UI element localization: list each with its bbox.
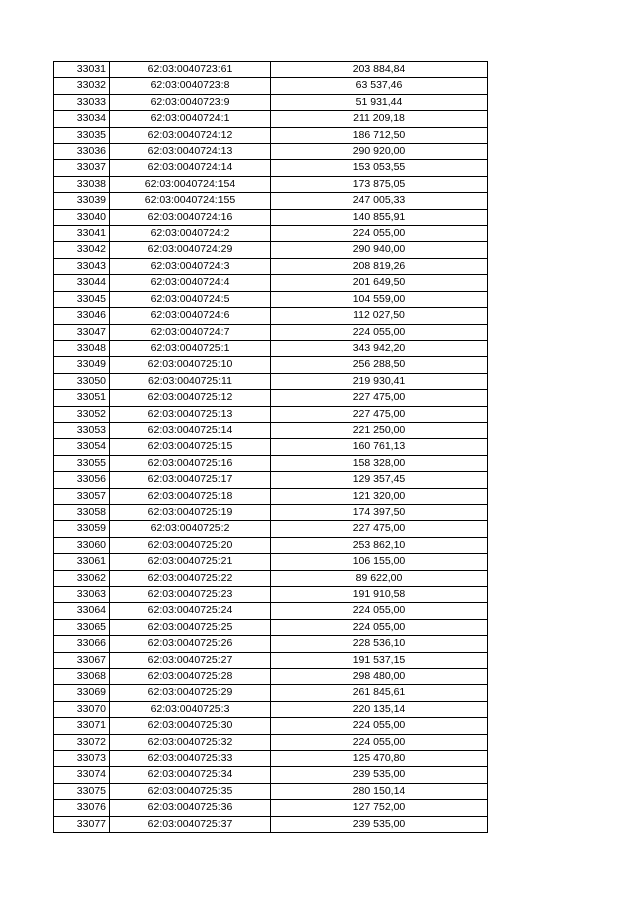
table-row [54,652,488,668]
cadastral-number-cell: 62:03:0040725:12 [110,390,271,406]
cadastral-number-cell: 62:03:0040723:8 [110,78,271,94]
table-row [54,587,488,603]
table-row [54,242,488,258]
cadastral-number-cell: 62:03:0040725:29 [110,685,271,701]
cadastral-number-cell: 62:03:0040724:14 [110,160,271,176]
cadastral-number-cell: 62:03:0040724:13 [110,144,271,160]
table-row [54,160,488,176]
cadastral-value-cell: 51 931,44 [271,94,488,110]
cadastral-number-cell: 62:03:0040724:6 [110,308,271,324]
cadastral-number-cell: 62:03:0040725:2 [110,521,271,537]
cadastral-value-cell: 104 559,00 [271,291,488,307]
table-row [54,176,488,192]
cadastral-number-cell: 62:03:0040725:37 [110,816,271,832]
table-row [54,570,488,586]
cadastral-value-cell: 186 712,50 [271,127,488,143]
row-number-cell: 33061 [54,554,110,570]
cadastral-value-cell: 280 150,14 [271,783,488,799]
table-row [54,603,488,619]
row-number-cell: 33062 [54,570,110,586]
cadastral-value-cell: 203 884,84 [271,62,488,78]
cadastral-value-cell: 140 855,91 [271,209,488,225]
table-row [54,209,488,225]
cadastral-value-cell: 228 536,10 [271,636,488,652]
row-number-cell: 33039 [54,193,110,209]
cadastral-number-cell: 62:03:0040724:5 [110,291,271,307]
table-row [54,669,488,685]
row-number-cell: 33075 [54,783,110,799]
cadastral-number-cell: 62:03:0040724:16 [110,209,271,225]
cadastral-value-cell: 290 920,00 [271,144,488,160]
cadastral-value-cell: 239 535,00 [271,767,488,783]
table-row [54,751,488,767]
table-row [54,783,488,799]
table-row [54,701,488,717]
cadastral-value-cell: 221 250,00 [271,422,488,438]
row-number-cell: 33065 [54,619,110,635]
cadastral-value-cell: 343 942,20 [271,340,488,356]
row-number-cell: 33051 [54,390,110,406]
cadastral-number-cell: 62:03:0040724:154 [110,176,271,192]
cadastral-value-cell: 129 357,45 [271,472,488,488]
cadastral-value-cell: 89 622,00 [271,570,488,586]
cadastral-value-cell: 191 537,15 [271,652,488,668]
cadastral-number-cell: 62:03:0040725:1 [110,340,271,356]
table-row [54,144,488,160]
cadastral-number-cell: 62:03:0040725:26 [110,636,271,652]
row-number-cell: 33076 [54,800,110,816]
table-row [54,291,488,307]
cadastral-number-cell: 62:03:0040724:29 [110,242,271,258]
cadastral-value-cell: 208 819,26 [271,258,488,274]
cadastral-number-cell: 62:03:0040725:11 [110,373,271,389]
table-row [54,357,488,373]
cadastral-number-cell: 62:03:0040725:15 [110,439,271,455]
row-number-cell: 33035 [54,127,110,143]
cadastral-number-cell: 62:03:0040725:25 [110,619,271,635]
table-row [54,258,488,274]
table-row [54,472,488,488]
cadastral-number-cell: 62:03:0040725:14 [110,422,271,438]
row-number-cell: 33066 [54,636,110,652]
table-row [54,422,488,438]
cadastral-value-cell: 239 535,00 [271,816,488,832]
row-number-cell: 33034 [54,111,110,127]
cadastral-number-cell: 62:03:0040725:27 [110,652,271,668]
cadastral-value-cell: 224 055,00 [271,619,488,635]
cadastral-number-cell: 62:03:0040725:23 [110,587,271,603]
cadastral-value-cell: 224 055,00 [271,603,488,619]
cadastral-number-cell: 62:03:0040725:21 [110,554,271,570]
cadastral-value-table [53,61,488,833]
row-number-cell: 33050 [54,373,110,389]
cadastral-value-cell: 224 055,00 [271,734,488,750]
cadastral-number-cell: 62:03:0040723:61 [110,62,271,78]
table-row [54,127,488,143]
cadastral-number-cell: 62:03:0040725:33 [110,751,271,767]
table-row [54,504,488,520]
row-number-cell: 33033 [54,94,110,110]
table-row [54,308,488,324]
cadastral-number-cell: 62:03:0040725:16 [110,455,271,471]
table-row [54,800,488,816]
table-row [54,373,488,389]
cadastral-value-cell: 173 875,05 [271,176,488,192]
cadastral-value-cell: 224 055,00 [271,324,488,340]
table-row [54,636,488,652]
cadastral-number-cell: 62:03:0040725:32 [110,734,271,750]
row-number-cell: 33043 [54,258,110,274]
cadastral-number-cell: 62:03:0040725:28 [110,669,271,685]
cadastral-value-cell: 298 480,00 [271,669,488,685]
row-number-cell: 33063 [54,587,110,603]
table-row [54,619,488,635]
cadastral-value-cell: 220 135,14 [271,701,488,717]
row-number-cell: 33074 [54,767,110,783]
table-row [54,226,488,242]
cadastral-value-cell: 224 055,00 [271,226,488,242]
cadastral-value-cell: 63 537,46 [271,78,488,94]
table-row [54,767,488,783]
cadastral-value-cell: 290 940,00 [271,242,488,258]
cadastral-value-cell: 253 862,10 [271,537,488,553]
row-number-cell: 33040 [54,209,110,225]
row-number-cell: 33077 [54,816,110,832]
row-number-cell: 33038 [54,176,110,192]
cadastral-value-cell: 125 470,80 [271,751,488,767]
table-row [54,390,488,406]
cadastral-value-cell: 158 328,00 [271,455,488,471]
cadastral-value-cell: 224 055,00 [271,718,488,734]
cadastral-value-cell: 261 845,61 [271,685,488,701]
row-number-cell: 33045 [54,291,110,307]
cadastral-value-cell: 191 910,58 [271,587,488,603]
row-number-cell: 33054 [54,439,110,455]
row-number-cell: 33056 [54,472,110,488]
cadastral-number-cell: 62:03:0040725:3 [110,701,271,717]
table-row [54,718,488,734]
row-number-cell: 33058 [54,504,110,520]
cadastral-number-cell: 62:03:0040724:7 [110,324,271,340]
cadastral-number-cell: 62:03:0040723:9 [110,94,271,110]
row-number-cell: 33044 [54,275,110,291]
cadastral-value-cell: 247 005,33 [271,193,488,209]
row-number-cell: 33041 [54,226,110,242]
cadastral-number-cell: 62:03:0040725:18 [110,488,271,504]
cadastral-value-cell: 227 475,00 [271,406,488,422]
table-row [54,193,488,209]
table-row [54,275,488,291]
table-row [54,62,488,78]
row-number-cell: 33064 [54,603,110,619]
row-number-cell: 33055 [54,455,110,471]
cadastral-number-cell: 62:03:0040724:155 [110,193,271,209]
cadastral-number-cell: 62:03:0040725:35 [110,783,271,799]
row-number-cell: 33032 [54,78,110,94]
table-row [54,554,488,570]
row-number-cell: 33059 [54,521,110,537]
cadastral-value-cell: 227 475,00 [271,521,488,537]
table-row [54,406,488,422]
cadastral-number-cell: 62:03:0040724:2 [110,226,271,242]
cadastral-value-cell: 112 027,50 [271,308,488,324]
table-row [54,78,488,94]
cadastral-value-cell: 174 397,50 [271,504,488,520]
row-number-cell: 33049 [54,357,110,373]
cadastral-value-cell: 121 320,00 [271,488,488,504]
cadastral-value-cell: 106 155,00 [271,554,488,570]
cadastral-number-cell: 62:03:0040725:34 [110,767,271,783]
cadastral-number-cell: 62:03:0040724:12 [110,127,271,143]
row-number-cell: 33072 [54,734,110,750]
cadastral-number-cell: 62:03:0040725:17 [110,472,271,488]
table-row [54,455,488,471]
row-number-cell: 33071 [54,718,110,734]
row-number-cell: 33036 [54,144,110,160]
cadastral-number-cell: 62:03:0040724:3 [110,258,271,274]
table-row [54,521,488,537]
row-number-cell: 33057 [54,488,110,504]
table-row [54,111,488,127]
table-row [54,488,488,504]
table-body [54,62,488,833]
row-number-cell: 33068 [54,669,110,685]
cadastral-value-cell: 256 288,50 [271,357,488,373]
row-number-cell: 33052 [54,406,110,422]
cadastral-value-cell: 160 761,13 [271,439,488,455]
cadastral-number-cell: 62:03:0040725:24 [110,603,271,619]
cadastral-value-cell: 127 752,00 [271,800,488,816]
cadastral-value-cell: 201 649,50 [271,275,488,291]
row-number-cell: 33070 [54,701,110,717]
row-number-cell: 33073 [54,751,110,767]
table-row [54,734,488,750]
row-number-cell: 33053 [54,422,110,438]
row-number-cell: 33037 [54,160,110,176]
row-number-cell: 33047 [54,324,110,340]
cadastral-value-cell: 219 930,41 [271,373,488,389]
cadastral-value-cell: 153 053,55 [271,160,488,176]
cadastral-number-cell: 62:03:0040725:20 [110,537,271,553]
row-number-cell: 33067 [54,652,110,668]
table-row [54,537,488,553]
row-number-cell: 33046 [54,308,110,324]
cadastral-number-cell: 62:03:0040725:36 [110,800,271,816]
row-number-cell: 33060 [54,537,110,553]
cadastral-number-cell: 62:03:0040724:4 [110,275,271,291]
row-number-cell: 33048 [54,340,110,356]
cadastral-value-cell: 227 475,00 [271,390,488,406]
cadastral-number-cell: 62:03:0040725:30 [110,718,271,734]
table-row [54,439,488,455]
table-row [54,94,488,110]
cadastral-value-cell: 211 209,18 [271,111,488,127]
table-row [54,340,488,356]
cadastral-number-cell: 62:03:0040725:13 [110,406,271,422]
table-row [54,685,488,701]
row-number-cell: 33031 [54,62,110,78]
cadastral-number-cell: 62:03:0040725:19 [110,504,271,520]
row-number-cell: 33069 [54,685,110,701]
cadastral-number-cell: 62:03:0040725:10 [110,357,271,373]
cadastral-number-cell: 62:03:0040725:22 [110,570,271,586]
row-number-cell: 33042 [54,242,110,258]
table-row [54,816,488,832]
cadastral-number-cell: 62:03:0040724:1 [110,111,271,127]
table-row [54,324,488,340]
